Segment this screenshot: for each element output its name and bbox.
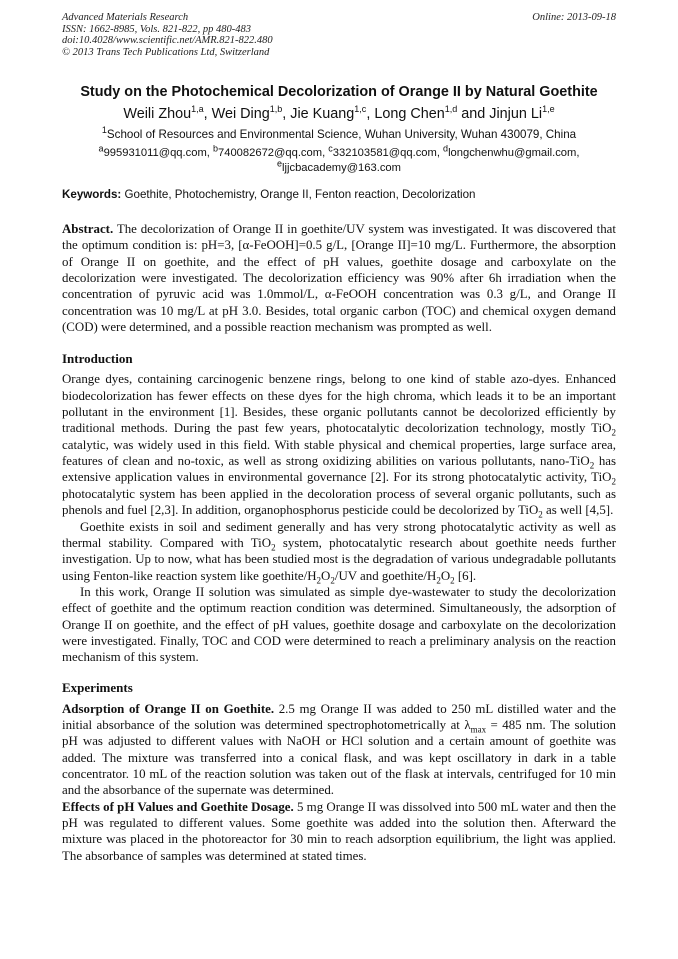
subscript: 2 [611, 477, 616, 488]
author-name: Wei Ding [211, 106, 270, 122]
keywords [62, 188, 616, 201]
abstract [62, 221, 616, 335]
author-sup: 1,e [542, 104, 555, 115]
email-address: longchenwhu@gmail.com [448, 147, 577, 159]
introduction-paragraph [62, 371, 616, 518]
text-run: In this work, Orange II solution was simulated as simple dye-wastewater to study the decolorization effect of goethite and the optimum reaction condition was determined. Simultaneously, the adsorption of Orange II on goethite, and the effect of pH values, goethite dosage and carboxylate on the decolorization were investigated. Finally, TOC and COD were determined to reach a preliminary analysis on the reaction mechanism of this system. [62, 584, 616, 665]
adsorption-paragraph [62, 701, 616, 799]
affiliation-text: School of Resources and Environmental Science, Wuhan University, Wuhan 430079, China [106, 128, 577, 141]
keywords-label: Keywords: [62, 188, 122, 201]
email-sup: b [213, 143, 219, 154]
effects-text: 5 mg Orange II was dissolved into 500 mL water and then the pH was regulated to different values. Some goethite was added into the solution then. Afterward the mixture was placed in the photoreactor for 30 min to reach adsorption equilibrium, the light was applied. The absorbance of samples was determined at stated times. [62, 799, 617, 863]
subscript: 2 [589, 460, 595, 471]
subscript: 2 [450, 575, 455, 586]
subscript: 2 [271, 542, 276, 553]
text-run: O [440, 568, 451, 583]
paper-page [62, 12, 616, 864]
author-name: Long Chen [374, 106, 445, 122]
author-sup: 1,a [191, 104, 204, 115]
subscript: 2 [538, 509, 543, 520]
email-sup: d [443, 143, 449, 154]
text-run: = 485 nm. The solution pH was adjusted to different values with NaOH or HCl solution and a certain amount of goethite was added. The mixture was transferred into a conical flask, and was kept oscillatory in dark in a table concentrator. 10 mL of the reaction solution was taken out of the flask at intervals, centrifuged for 10 min and the absorbance of the supernate was determined. [62, 717, 616, 798]
paper-title: Study on the Photochemical Decolorization of Orange II by Natural Goethite [80, 84, 598, 100]
abstract-text: The decolorization of Orange II in goethite/UV system was investigated. It was discovered that the optimum condition is: pH=3, [α-FeOOH]=0.5 g/L, [Orange II]=10 mg/L. Furthermore, the absorption of Orange II on goethite, and the effect of pH values, goethite dosage and carboxylate on the decolorization were investigated. The decolorization efficiency was 90% after 6h irradiation when the concentration of pyruvic acid was 1.0mmol/L, α-FeOOH concentration was 0.3 g/L, and Orange II concentration was 10 mg/L at pH 3.0. Besides, total organic carbon (TOC) and chemical oxygen demand (COD) were determined, and a possible reaction mechanism was prompted as well. [62, 222, 616, 335]
email-sup: e [277, 158, 283, 169]
email-list: $^a$995931011@qq.com, $^b$740082672@qq.com, $^c$332103581@qq.com, $^d$longchenwhu@gmail.com, $^e$ljjcbacademy@163.com [98, 143, 580, 174]
email-address: 740082672@qq.com [218, 147, 323, 159]
issn-line: ISSN: 1662-8985, Vols. 821-822, pp 480-483 [62, 23, 251, 35]
email-sup: c [328, 143, 333, 154]
subscript: 2 [436, 575, 441, 586]
introduction-body [62, 371, 616, 665]
text-run: O [321, 568, 331, 583]
text-run: catalytic, was widely used in this field. With stable physical and chemical properties, large surface area, features of clean and no-toxic, as well as strong oxidizing abilities on various pollutants, nano-TiO [62, 437, 616, 469]
adsorption-label: Adsorption of Orange II on Goethite. [62, 701, 275, 716]
email-address: 332103581@qq.com [332, 147, 437, 159]
text-run: 2.5 mg Orange II was added to 250 mL distilled water and the initial absorbance of the solution was determined spectrophotometrically at λ [62, 701, 616, 732]
author-name: Jie Kuang [290, 106, 355, 122]
effects-paragraph [62, 799, 616, 864]
author-list: Weili Zhou$^{1,a}$, Wei Ding$^{1,b}$, Jie Kuang$^{1,c}$, Long Chen$^{1,d}$ and Jinjun Li$^{1,e}$ [123, 104, 555, 122]
abstract-label: Abstract. [62, 222, 114, 236]
doi-line: doi:10.4028/www.scientific.net/AMR.821-822.480 [62, 35, 273, 46]
journal-header [62, 12, 616, 58]
email-address: 995931011@qq.com [103, 147, 207, 159]
online-date: Online: 2013-09-18 [532, 12, 616, 23]
text-run: [6]. [454, 568, 477, 583]
author-sup: 1,d [444, 104, 458, 115]
section-heading-introduction: Introduction [62, 351, 133, 367]
affiliation-sup: 1 [101, 125, 107, 136]
keywords-text: Goethite, Photochemistry, Orange II, Fenton reaction, Decolorization [124, 188, 476, 201]
effects-label: Effects of pH Values and Goethite Dosage. [62, 799, 294, 814]
author-name: Jinjun Li [489, 106, 543, 122]
affiliation [62, 127, 616, 142]
subscript: 2 [330, 575, 335, 586]
subscript: max [470, 724, 487, 735]
introduction-paragraph [62, 584, 616, 666]
subscript: 2 [316, 575, 322, 586]
section-heading-experiments: Experiments [62, 679, 133, 695]
text-run: as well [4,5]. [542, 503, 614, 518]
journal-name: Advanced Materials Research [62, 12, 189, 23]
copyright-line: © 2013 Trans Tech Publications Ltd, Switzerland [62, 46, 270, 58]
subscript: 2 [611, 428, 616, 439]
introduction-paragraph [62, 519, 616, 584]
text-run: has extensive application values in environmental governance [2]. For its strong photocatalytic activity, TiO [62, 454, 617, 485]
text-run: Goethite exists in soil and sediment generally and has very strong photocatalytic activity as well as thermal stability. Compared with TiO [62, 519, 616, 550]
text-run: photocatalytic system has been applied in the decoloration process of several organic pollutants, such as phenols and fuel [2,3]. In addition, organophosphorus pesticide could be decolorized by TiO [62, 486, 616, 518]
email-sup: a [98, 143, 104, 154]
text-run: /UV and goethite/H [334, 568, 437, 583]
text-run: system, photocatalytic research about goethite needs further investigation. Up to now, what has been studied most is the degradation of various undegradable pollutants using Fenton-like reaction system like goethite/H [62, 535, 616, 583]
text-run: Orange dyes, containing carcinogenic benzene rings, belong to one kind of stable azo-dyes. Enhanced biodecolorization has fewer effects on these dyes for the high chroma, which leads it to be an important pollutant in the environment [1]. Besides, these organic pollutants cannot be decolorized efficiently by traditional methods. During the past few years, photocatalytic decolorization technology, mostly TiO [62, 372, 616, 436]
author-sup: 1,c [354, 104, 367, 115]
author-name: Weili Zhou [123, 106, 192, 122]
author-sup: 1,b [269, 104, 283, 115]
email-address: ljjcbacademy@163.com [282, 162, 401, 174]
